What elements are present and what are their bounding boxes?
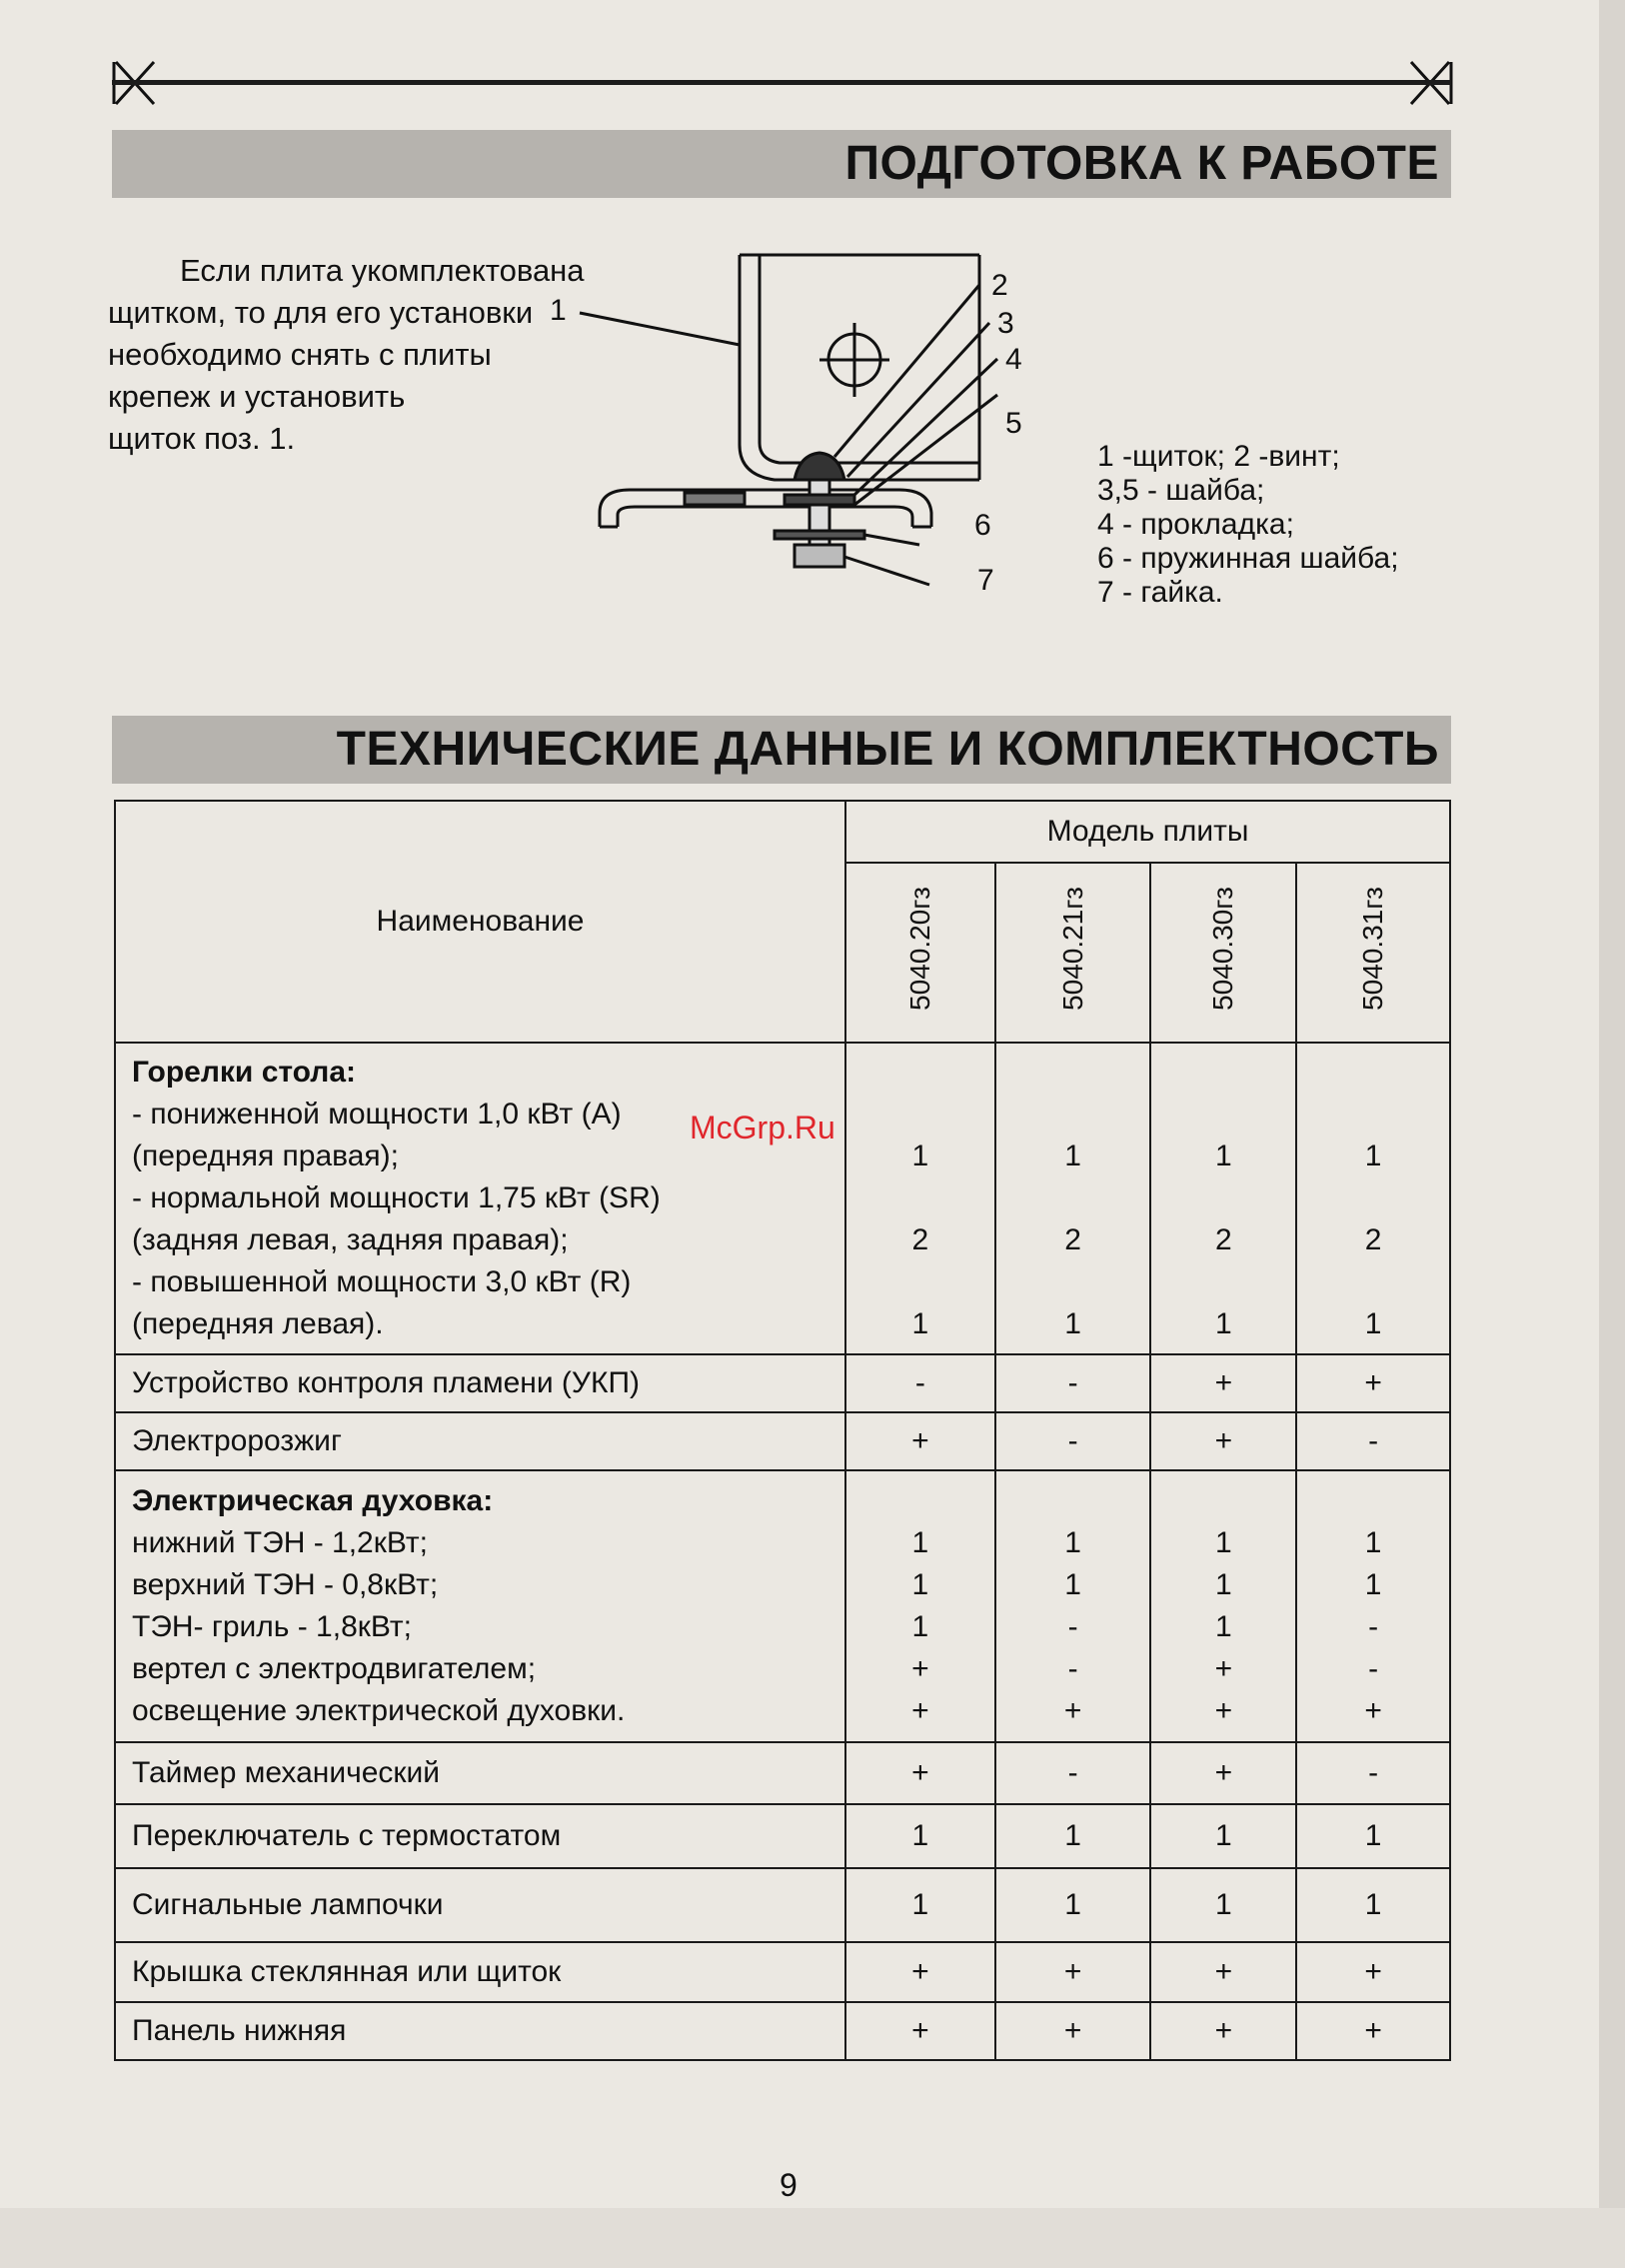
- page-edge: [1599, 0, 1625, 2268]
- row-value: -: [995, 1742, 1151, 1804]
- row-ukp-name: Устройство контроля пламени (УКП): [115, 1354, 845, 1412]
- row-value: +: [1150, 2002, 1296, 2060]
- row-burners-value: 1 2 1: [1150, 1043, 1296, 1354]
- row-oven-value: 1 1 - - +: [1296, 1470, 1450, 1742]
- diagram-label: 2: [991, 269, 1008, 302]
- model-header: 5040.30гз: [1150, 863, 1296, 1043]
- row-value: +: [845, 1942, 995, 2002]
- legend-line: 6 - пружинная шайба;: [1097, 542, 1399, 575]
- legend-line: 7 - гайка.: [1097, 576, 1223, 609]
- row-value: -: [995, 1412, 1151, 1470]
- intro-line: Если плита укомплектована: [180, 253, 585, 288]
- legend-line: 4 - прокладка;: [1097, 508, 1294, 541]
- diagram-label: 6: [974, 509, 991, 542]
- header-rule: [112, 80, 1451, 85]
- row-value: -: [1296, 1412, 1450, 1470]
- column-header-name: Наименование: [115, 801, 845, 1043]
- diagram-label: 3: [997, 307, 1014, 340]
- row-value: 1: [995, 1868, 1151, 1942]
- page-edge-bottom: [0, 2208, 1625, 2268]
- row-value: +: [995, 2002, 1151, 2060]
- row-value: -: [1296, 1742, 1450, 1804]
- row-value: +: [845, 1412, 995, 1470]
- intro-line: необходимо снять с плиты: [108, 337, 492, 372]
- intro-line: щиток поз. 1.: [108, 421, 296, 456]
- row-value: +: [995, 1942, 1151, 2002]
- model-header: 5040.20гз: [845, 863, 995, 1043]
- diagram-label: 1: [550, 294, 567, 327]
- row-burners-value: 1 2 1: [1296, 1043, 1450, 1354]
- diagram-label: 7: [977, 564, 994, 597]
- column-header-model: Модель плиты: [845, 801, 1450, 863]
- row-value: +: [1296, 1354, 1450, 1412]
- row-thermostat-name: Переключатель с термостатом: [115, 1804, 845, 1868]
- row-value: 1: [1296, 1868, 1450, 1942]
- intro-line: щитком, то для его установки: [108, 295, 534, 330]
- row-value: 1: [1150, 1868, 1296, 1942]
- row-value: +: [1150, 1412, 1296, 1470]
- row-burners-name: Горелки стола: - пониженной мощности 1,0 кВт (А) (передняя правая); - нормальной мощности 1,75 кВт (SR) (задняя левая, задняя правая); - повышенной мощности 3,0 кВт (R) (передняя левая).: [115, 1043, 845, 1354]
- section-header-specs: [112, 716, 1451, 784]
- diagram-label: 4: [1005, 343, 1022, 376]
- section-title: ПОДГОТОВКА К РАБОТЕ: [844, 137, 1439, 190]
- spec-table: [114, 800, 1451, 2061]
- row-value: +: [1296, 1942, 1450, 2002]
- row-value: 1: [845, 1868, 995, 1942]
- row-value: -: [995, 1354, 1151, 1412]
- row-timer-name: Таймер механический: [115, 1742, 845, 1804]
- row-panel-name: Панель нижняя: [115, 2002, 845, 2060]
- model-header: 5040.31гз: [1296, 863, 1450, 1043]
- row-value: +: [1150, 1354, 1296, 1412]
- row-value: +: [845, 1742, 995, 1804]
- section-title: ТЕХНИЧЕСКИЕ ДАННЫЕ И КОМПЛЕКТНОСТЬ: [336, 723, 1439, 776]
- row-value: +: [1150, 1742, 1296, 1804]
- row-oven-value: 1 1 1 + +: [845, 1470, 995, 1742]
- model-header: 5040.21гз: [995, 863, 1151, 1043]
- row-value: +: [1296, 2002, 1450, 2060]
- intro-line: крепеж и установить: [108, 379, 406, 414]
- row-lamps-name: Сигнальные лампочки: [115, 1868, 845, 1942]
- legend-line: 1 -щиток; 2 -винт;: [1097, 440, 1340, 473]
- legend-line: 3,5 - шайба;: [1097, 474, 1265, 507]
- row-value: 1: [1296, 1804, 1450, 1868]
- watermark: McGrp.Ru: [690, 1110, 835, 1145]
- diagram-label: 5: [1005, 407, 1022, 440]
- diagram-legend: [1097, 440, 1399, 610]
- row-value: +: [845, 2002, 995, 2060]
- row-value: 1: [1150, 1804, 1296, 1868]
- section-header-preparation: [112, 130, 1451, 198]
- row-burners-value: 1 2 1: [995, 1043, 1151, 1354]
- row-value: 1: [845, 1804, 995, 1868]
- row-oven-value: 1 1 1 + +: [1150, 1470, 1296, 1742]
- page-number: 9: [780, 2167, 798, 2203]
- row-value: 1: [995, 1804, 1151, 1868]
- row-ignition-name: Электророзжиг: [115, 1412, 845, 1470]
- row-oven-value: 1 1 - - +: [995, 1470, 1151, 1742]
- row-value: -: [845, 1354, 995, 1412]
- row-oven-name: Электрическая духовка: нижний ТЭН - 1,2кВт; верхний ТЭН - 0,8кВт; ТЭН- гриль - 1,8кВт; вертел с электродвигателем; освещение электрической духовки.: [115, 1470, 845, 1742]
- row-value: +: [1150, 1942, 1296, 2002]
- assembly-diagram: [550, 245, 1099, 615]
- row-burners-value: 1 2 1: [845, 1043, 995, 1354]
- row-lid-name: Крышка стеклянная или щиток: [115, 1942, 845, 2002]
